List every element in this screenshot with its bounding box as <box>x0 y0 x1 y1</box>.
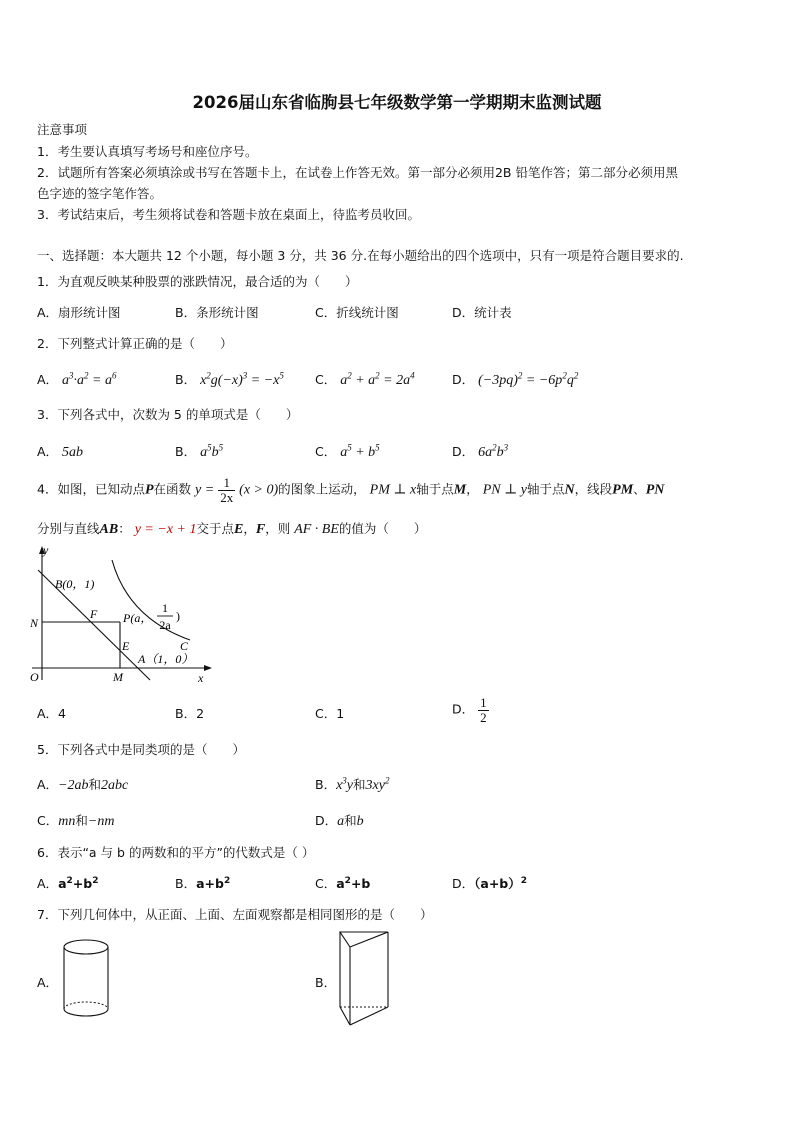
notice-item-3: 3．考试结束后，考生须将试卷和答题卡放在桌面上，待监考员收回。 <box>37 207 420 222</box>
q7-option-a: A． <box>37 975 59 990</box>
label-p-den: 2a <box>159 618 171 632</box>
q6-option-b: B．$a+b^2$ <box>175 875 231 891</box>
q4-option-c: C．1 <box>315 706 345 721</box>
notice-item-2-cont: 色字迹的签字笔作答。 <box>37 186 163 201</box>
q4-line-2: 分别与直线AB： y = −x + 1交于点E，F，则 AF · BE的值为（ ） <box>37 521 427 537</box>
q3-option-a: A． 5ab <box>37 444 84 460</box>
q4-option-d: D． $\frac{1}{2}$ <box>452 695 487 725</box>
prism-figure <box>335 927 393 1031</box>
notice-item-2: 2．试题所有答案必须填涂或书写在答题卡上，在试卷上作答无效。第一部分必须用2B 铅笔作答；第二部分必须用黑 <box>37 165 678 180</box>
x-axis-arrow <box>204 665 212 671</box>
label-p: P(a， <box>123 611 153 625</box>
q2-stem: 2．下列整式计算正确的是（ ） <box>37 336 233 351</box>
q4-figure <box>30 540 220 690</box>
q4-option-a: A．4 <box>37 706 67 721</box>
label-a: A（1，0） <box>138 652 194 666</box>
label-o: O <box>30 670 39 684</box>
q6-option-d: D．$(a+b)^2$ <box>452 875 528 891</box>
q5-stem: 5．下列各式中是同类项的是（ ） <box>37 742 245 757</box>
notice-heading: 注意事项 <box>37 122 88 137</box>
q3-option-c: C． $a^5 + b^5$ <box>315 442 380 460</box>
q7-option-b: B． <box>315 975 337 990</box>
label-p-num: 1 <box>162 601 168 615</box>
section-heading: 一、选择题：本大题共 12 个小题，每小题 3 分，共 36 分.在每小题给出的四个选项中，只有一项是符合题目要求的. <box>37 248 684 263</box>
label-b: B(0，1) <box>55 577 95 591</box>
label-x: x <box>198 671 204 685</box>
q5-option-a: A．−2ab和2abc <box>37 777 129 793</box>
q5-option-b: B．$x^3y$和$3xy^2$ <box>315 775 390 793</box>
q3-option-b: B． $a^5b^5$ <box>175 442 224 460</box>
label-c: C <box>180 639 189 653</box>
q2-option-d: D． $(-3pq)^2 = -6p^2q^2$ <box>452 370 579 388</box>
q5-option-c: C．mn和−nm <box>37 813 115 829</box>
q6-option-c: C．$a^2+b$ <box>315 875 371 891</box>
notice-item-1: 1．考生要认真填写考场号和座位序号。 <box>37 144 258 159</box>
q1-option-a: A．扇形统计图 <box>37 305 121 320</box>
cylinder-figure <box>60 937 112 1025</box>
q1-option-b: B．条形统计图 <box>175 305 259 320</box>
page-title: 2026届山东省临朐县七年级数学第一学期期末监测试题 <box>192 93 602 112</box>
q3-stem: 3．下列各式中，次数为 5 的单项式是（ ） <box>37 407 299 422</box>
q2-option-a: A． $a^3\cdot a^2 = a^6$ <box>37 370 117 388</box>
q3-option-d: D． $6a^2b^3$ <box>452 442 509 460</box>
q5-option-d: D．a和b <box>315 813 364 829</box>
q6-stem: 6．表示“a 与 b 的两数和的平方”的代数式是（ ） <box>37 845 315 860</box>
q7-stem: 7．下列几何体中，从正面、上面、左面观察都是相同图形的是（ ） <box>37 907 433 922</box>
label-y: y <box>43 543 49 557</box>
curve-c <box>112 560 190 640</box>
q2-option-b: B． $x^2g(-x)^3 = -x^5$ <box>175 370 284 388</box>
label-m: M <box>113 670 123 684</box>
q1-stem: 1．为直观反映某种股票的涨跌情况，最合适的为（ ） <box>37 274 358 289</box>
label-e: E <box>122 639 130 653</box>
q1-option-d: D．统计表 <box>452 305 512 320</box>
label-f: F <box>90 607 98 621</box>
q6-option-a: A．$a^2+b^2$ <box>37 875 99 891</box>
q4-line-1: 4．如图，已知动点P在函数 y = $\frac{1}{2x}$ (x > 0)的图象上运动， PM ⊥ x轴于点M， PN ⊥ y轴于点N，线段PM、PN <box>37 475 665 505</box>
q2-option-c: C． $a^2 + a^2 = 2a^4$ <box>315 370 415 388</box>
label-n: N <box>30 616 39 630</box>
q1-option-c: C．折线统计图 <box>315 305 399 320</box>
q4-option-b: B．2 <box>175 706 205 721</box>
label-p-paren: ) <box>176 609 180 623</box>
